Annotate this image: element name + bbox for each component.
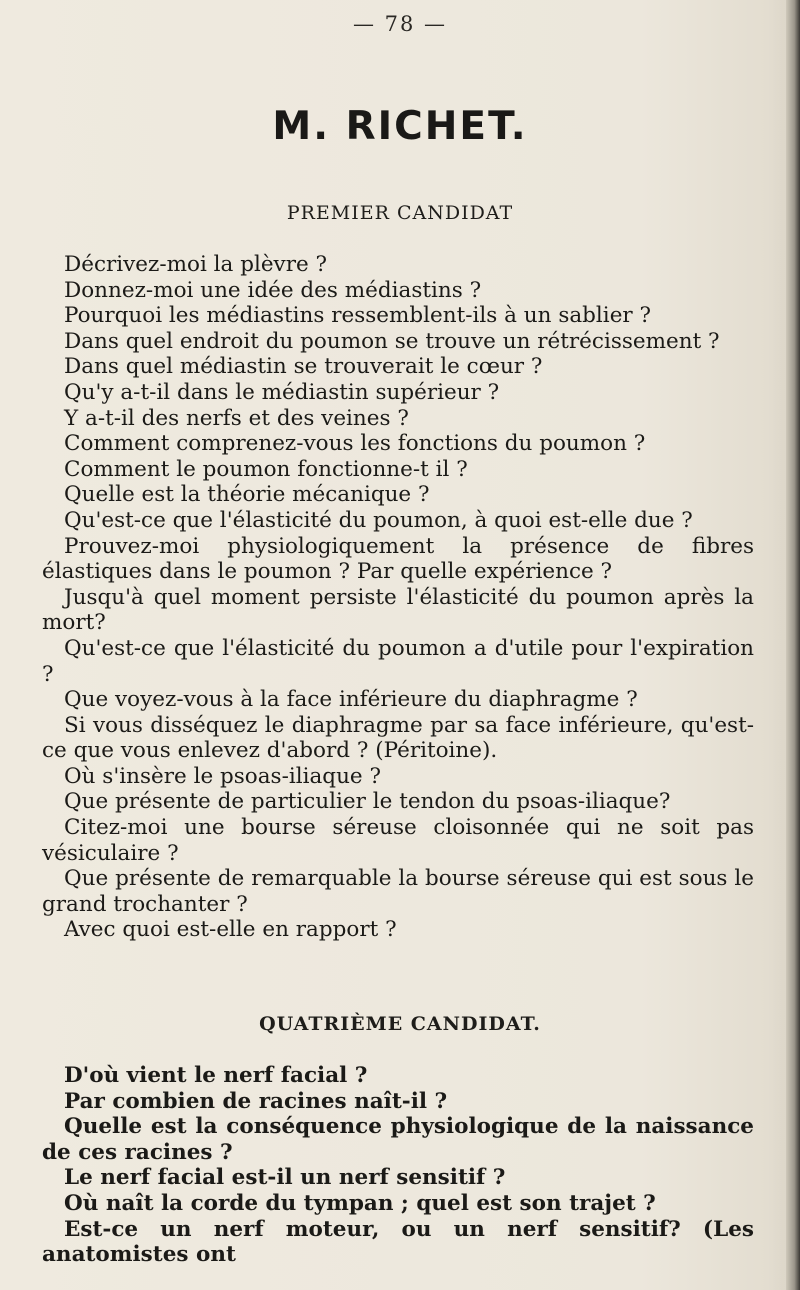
question-line: Quelle est la conséquence physiologique de la naissance de ces racines ? (42, 1114, 754, 1165)
section-heading-premier-candidat: PREMIER CANDIDAT (286, 202, 514, 224)
question-line: D'où vient le nerf facial ? (64, 1063, 368, 1088)
question-line: Quelle est la théorie mécanique ? (64, 482, 430, 508)
question-line: Décrivez-moi la plèvre ? (64, 252, 328, 277)
page-edge-shadow (786, 0, 800, 1290)
question-line: Où s'insère le psoas-iliaque ? (64, 763, 381, 789)
question-line: Si vous disséquez le diaphragme par sa face inférieure, qu'est-ce que vous enlevez d'abord ? (Péritoine). (42, 712, 754, 764)
page-title: M. RICHET. (272, 104, 528, 149)
question-line: Dans quel médiastin se trouverait le cœur ? (64, 354, 543, 380)
questions-quatrieme-candidat (42, 1063, 754, 1268)
question-line: Le nerf facial est-il un nerf sensitif ? (64, 1165, 506, 1191)
question-line: Par combien de racines naît-il ? (64, 1088, 448, 1114)
page-number: — 78 — (352, 12, 448, 36)
question-line: Qu'est-ce que l'élasticité du poumon, à quoi est-elle due ? (64, 507, 693, 533)
question-line: Que présente de remarquable la bourse séreuse qui est sous le grand trochanter ? (42, 866, 754, 917)
question-line: Prouvez-moi physiologiquement la présence de fibres élastiques dans le poumon ? Par quelle expérience ? (42, 533, 754, 585)
question-line: Avec quoi est-elle en rapport ? (64, 917, 397, 943)
question-line: Citez-moi une bourse séreuse cloisonnée qui ne soit pas vésiculaire ? (42, 815, 754, 866)
question-line: Qu'y a-t-il dans le médiastin supérieur ? (64, 379, 500, 405)
question-line: Où naît la corde du tympan ; quel est son trajet ? (64, 1190, 656, 1216)
question-line: Que présente de particulier le tendon du psoas-iliaque? (64, 789, 671, 815)
section-heading-quatrieme-candidat: QUATRIÈME CANDIDAT. (259, 1013, 541, 1035)
question-line: Que voyez-vous à la face inférieure du diaphragme ? (64, 687, 638, 713)
question-line: Pourquoi les médiastins ressemblent-ils à un sablier ? (64, 303, 652, 329)
question-line: Y a-t-il des nerfs et des veines ? (64, 405, 409, 431)
questions-premier-candidat (42, 252, 754, 943)
question-line: Comment le poumon fonctionne-t il ? (64, 456, 468, 482)
question-line: Dans quel endroit du poumon se trouve un rétrécissement ? (64, 328, 720, 354)
question-line: Est-ce un nerf moteur, ou un nerf sensitif? (Les anatomistes ont (42, 1216, 754, 1268)
question-line: Qu'est-ce que l'élasticité du poumon a d'utile pour l'expiration ? (42, 635, 754, 687)
question-line: Comment comprenez-vous les fonctions du poumon ? (64, 431, 646, 457)
question-line: Jusqu'à quel moment persiste l'élasticité du poumon après la mort? (42, 584, 754, 636)
question-line: Donnez-moi une idée des médiastins ? (64, 277, 482, 303)
